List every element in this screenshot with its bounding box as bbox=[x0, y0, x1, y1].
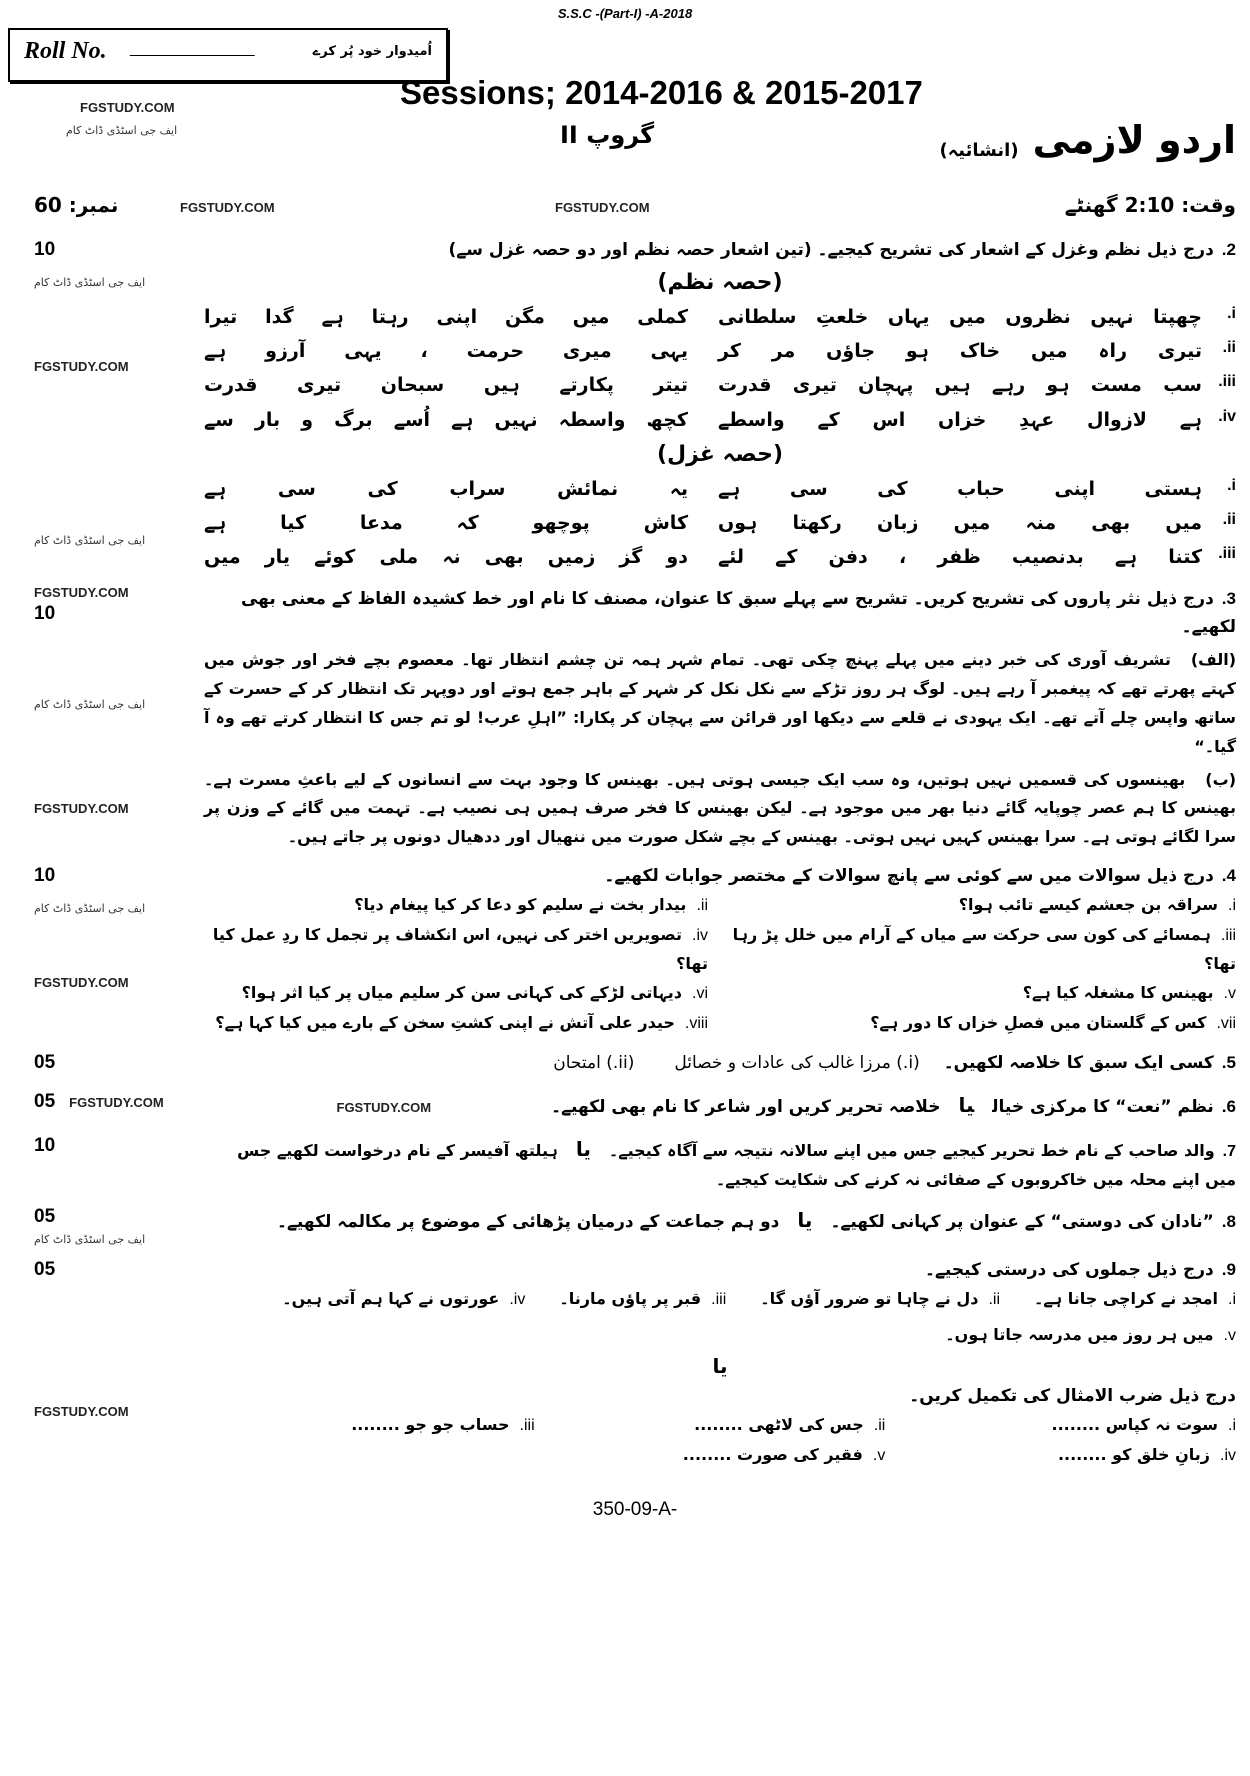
watermark: FGSTUDY.COM bbox=[34, 800, 129, 816]
q6-marks: 05 bbox=[34, 1090, 56, 1112]
subject-subtitle: (انشائیہ) bbox=[939, 140, 1019, 162]
passage-label: (ب) bbox=[1205, 769, 1236, 789]
question-5 bbox=[34, 1049, 1236, 1078]
question-item: ii.بیدار بخت نے سلیم کو دعا کر کیا پیغام دیا؟ bbox=[354, 894, 708, 914]
sentence-item: v.میں ہر روز میں مدرسہ جاتا ہوں۔ bbox=[945, 1324, 1236, 1344]
verse-number: i. bbox=[1227, 477, 1236, 495]
passage-label: (الف) bbox=[1190, 650, 1236, 670]
q6-text-alt: خلاصہ تحریر کریں اور شاعر کا نام بھی لکھیے۔ bbox=[551, 1096, 941, 1117]
or-label: یا bbox=[712, 1354, 728, 1379]
watermark-urdu: ایف جی اسٹڈی ڈاٹ کام bbox=[34, 697, 146, 711]
proverb-item: i.سوت نہ کپاس ........ bbox=[1051, 1415, 1236, 1435]
q9-marks: 05 bbox=[34, 1258, 56, 1280]
q2-marks: 10 bbox=[34, 239, 56, 260]
proverbs-heading: درج ذیل ضرب الامثال کی تکمیل کریں۔ bbox=[909, 1386, 1236, 1407]
verse-hemistich: کچھ واسطہ نہیں ہے اُسے برگ و بار سے bbox=[204, 408, 688, 431]
q3-prompt bbox=[204, 585, 1236, 643]
watermark-urdu: ایف جی اسٹڈی ڈاٹ کام bbox=[34, 534, 146, 547]
question-content bbox=[0, 236, 1250, 1541]
watermark: FGSTUDY.COM bbox=[336, 1099, 432, 1115]
q6-prompt bbox=[204, 1088, 1236, 1122]
watermark: FGSTUDY.COM bbox=[34, 1403, 129, 1419]
sentence-item: iii.قبر پر پاؤں مارنا۔ bbox=[559, 1288, 727, 1308]
q7-marks: 10 bbox=[34, 1134, 56, 1156]
roll-note: اُمیدوار خود پُر کرے bbox=[312, 44, 432, 59]
q5-prompt bbox=[204, 1049, 1236, 1078]
q8-prompt bbox=[204, 1203, 1236, 1237]
sentence-item: ii.دل نے چاہا تو ضرور آؤں گا۔ bbox=[760, 1288, 1001, 1308]
q3-number: 3. bbox=[1221, 588, 1236, 608]
q4-text: درج ذیل سوالات میں سے کوئی سے پانچ سوالات کے مختصر جوابات لکھیے۔ bbox=[604, 865, 1214, 886]
verse-hemistich: ہستی اپنی حباب کی سی ہے bbox=[718, 478, 1202, 501]
or-label: یا bbox=[958, 1092, 975, 1117]
footer-code: 350-09-A- bbox=[592, 1498, 678, 1520]
question-8 bbox=[34, 1203, 1236, 1246]
watermark: FGSTUDY.COM bbox=[34, 974, 129, 990]
watermark: FGSTUDY.COM bbox=[180, 200, 275, 215]
watermark: FGSTUDY.COM bbox=[555, 200, 650, 215]
sentence-item: iv.عورتوں نے کہا ہم آتی ہیں۔ bbox=[282, 1288, 526, 1308]
q3-marks: 10 bbox=[34, 602, 56, 624]
question-4 bbox=[34, 862, 1236, 1039]
q6-number: 6. bbox=[1221, 1096, 1236, 1116]
q7-text-alt: ہیلتھ آفیسر کے نام درخواست لکھیے جس میں اپنے محلہ میں خاکروبوں کے صفائی نہ کرنے کی شکایت کیجیے۔ bbox=[237, 1140, 1236, 1189]
verse-hemistich: میں بھی منہ میں زبان رکھتا ہوں bbox=[718, 512, 1202, 535]
watermark: FGSTUDY.COM bbox=[80, 100, 175, 115]
group-label: گروپ II bbox=[560, 121, 655, 149]
watermark: FGSTUDY.COM bbox=[34, 359, 129, 374]
q4-marks: 10 bbox=[34, 864, 56, 886]
passage-text: ہر روز تڑکے سے نکل نکل کر شہر کے باہر جمع ہوتے اور دوپہر تک انتظار کر کے حسرت کے ساتھ واپس چلے آتے تھے۔ ایک یہودی نے قلعے سے دیکھا اور قرائن سے پہچان کر پکارا: bbox=[204, 679, 1236, 727]
question-item: vi.دیہاتی لڑکے کی کہانی سن کر سلیم میاں پر کیا اثر ہوا؟ bbox=[241, 983, 708, 1003]
verse-number: ii. bbox=[1222, 339, 1236, 357]
q5-marks: 05 bbox=[34, 1051, 56, 1073]
proverb-item: v.فقیر کی صورت ........ bbox=[682, 1445, 886, 1465]
q4-prompt bbox=[204, 862, 1236, 891]
sentence-item: i.امجد نے کراچی جانا ہے۔ bbox=[1034, 1288, 1236, 1308]
q3-text: درج ذیل نثر پاروں کی تشریح کریں۔ تشریح سے پہلے سبق کا عنوان، مصنف کا نام اور خط کشیدہ الفاظ کے معنی بھی لکھیے۔ bbox=[240, 588, 1236, 638]
watermark: FGSTUDY.COM bbox=[69, 1094, 164, 1110]
question-7 bbox=[34, 1132, 1236, 1193]
ghazal-heading: (حصہ غزل) bbox=[657, 441, 783, 467]
roll-label: Roll No. bbox=[24, 38, 107, 64]
total-marks: نمبر: 60 bbox=[34, 193, 119, 217]
question-item: vii.کس کے گلستان میں فصلِ خزاں کا دور ہے؟ bbox=[870, 1013, 1236, 1033]
verse-row bbox=[204, 334, 1236, 368]
paper-header bbox=[0, 0, 1250, 236]
verse-row bbox=[204, 300, 1236, 334]
or-label: یا bbox=[797, 1207, 813, 1232]
q8-text: ”نادان کی دوستی“ کے عنوان پر کہانی لکھیے۔ bbox=[830, 1211, 1214, 1232]
short-question-list bbox=[204, 891, 1236, 1039]
passage-text: تشریف آوری کی خبر دینے میں پہلے پہنچ چکی تھی۔ تمام شہر ہمہ تن چشم انتظار تھا۔ معصوم بچے فخر اور جوش میں کہتے پھرتے تھے کہ پیغمبر آ رہے ہیں۔ لوگ bbox=[204, 650, 1236, 699]
verse-hemistich: یہی میری حرمت ، یہی آرزو ہے bbox=[204, 340, 688, 363]
q6-text: نظم ”نعت“ کا مرکزی خیال bbox=[992, 1096, 1214, 1117]
q7-text: والد صاحب کے نام خط تحریر کیجیے جس میں اپنے سالانہ نتیجہ سے آگاہ کیجیے۔ bbox=[608, 1140, 1215, 1160]
question-2 bbox=[34, 236, 1236, 575]
question-item: i.سراقہ بن جعشم کیسے تائب ہوا؟ bbox=[958, 894, 1236, 914]
subject-block bbox=[939, 118, 1236, 164]
sessions-title: Sessions; 2014-2016 & 2015-2017 bbox=[400, 74, 923, 111]
watermark: FGSTUDY.COM bbox=[34, 584, 129, 600]
question-item: iii.ہمسائے کی کون سی حرکت سے میاں کے آرام میں خلل پڑ رہا تھا؟ bbox=[732, 924, 1236, 974]
paper-code: S.S.C -(Part-I) -A-2018 bbox=[557, 6, 693, 21]
q5-option: (i.) مرزا غالب کی عادات و خصائل bbox=[674, 1052, 920, 1073]
roll-blank: ______________ bbox=[130, 40, 255, 57]
q5-option: (ii.) امتحان bbox=[553, 1052, 635, 1073]
watermark-urdu: ایف جی اسٹڈی ڈاٹ کام bbox=[34, 901, 146, 915]
verse-hemistich: یہ نمائش سراب کی سی ہے bbox=[204, 478, 688, 501]
passage-bay bbox=[204, 766, 1236, 852]
question-3 bbox=[34, 585, 1236, 852]
verse-hemistich: سب مست ہو رہے ہیں پہچان تیری قدرت bbox=[718, 374, 1202, 397]
proverb-item: iv.زبانِ خلق کو ........ bbox=[1057, 1445, 1236, 1465]
passage-text: دنیا بھر میں موجود ہے۔ لیکن بھینس کا فخر صرف ہمیں ہی نصیب ہے۔ تہمت میں گائے کے وزن پر سرا لگائے ہوتی ہے۔ سرا بھینس کہیں نہیں ہوتی۔ بھینس کے بچے شکل bbox=[204, 798, 1236, 847]
time-allowed: وقت: 2:10 گھنٹے bbox=[1064, 193, 1236, 217]
nazm-heading: (حصہ نظم) bbox=[657, 269, 783, 295]
watermark-urdu: ایف جی اسٹڈی ڈاٹ کام bbox=[66, 124, 178, 137]
passage-text: بھینسوں کی قسمیں نہیں ہوتیں، وہ سب ایک جیسی ہوتی ہیں۔ بھینس کا وجود بہت سے انسانوں کے لیے باعثِ مسرت ہے۔ بھینس کا ہم عصر چوپایہ گائے bbox=[204, 769, 1237, 818]
or-label: یا bbox=[575, 1136, 591, 1161]
q8-number: 8. bbox=[1221, 1211, 1236, 1231]
q8-marks: 05 bbox=[34, 1205, 56, 1227]
verse-row bbox=[204, 403, 1236, 437]
proverb-list bbox=[204, 1411, 1236, 1471]
verse-hemistich: کملی میں مگن اپنی رہتا ہے گدا تیرا bbox=[204, 306, 688, 329]
verse-number: ii. bbox=[1222, 511, 1236, 529]
passage-text: صورت میں ننھیال اور ددھیال دونوں پر جاتے ہیں۔ bbox=[287, 827, 679, 847]
verse-hemistich: کاش پوچھو کہ مدعا کیا ہے bbox=[204, 512, 688, 535]
verse-row bbox=[204, 472, 1236, 506]
q7-number: 7. bbox=[1222, 1142, 1236, 1160]
verse-hemistich: دو گز زمیں بھی نہ ملی کوئے یار میں bbox=[204, 546, 688, 569]
proverb-item: iii.حساب جو جو ........ bbox=[351, 1415, 535, 1435]
q5-number: 5. bbox=[1221, 1052, 1236, 1072]
passage-alif bbox=[204, 646, 1236, 761]
q9-prompt bbox=[204, 1256, 1236, 1285]
verse-row bbox=[204, 540, 1236, 574]
verse-number: i. bbox=[1227, 305, 1236, 323]
q2-prompt bbox=[204, 236, 1236, 265]
q2-text: درج ذیل نظم وغزل کے اشعار کی تشریح کیجیے۔ (تین اشعار حصہ نظم اور دو حصہ غزل سے) bbox=[448, 240, 1214, 260]
verse-number: iii. bbox=[1218, 545, 1236, 563]
question-6 bbox=[34, 1088, 1236, 1122]
q9-number: 9. bbox=[1221, 1259, 1236, 1279]
verse-hemistich: تیتر پکارتے ہیں سبحان تیری قدرت bbox=[204, 374, 688, 397]
verse-hemistich: کتنا ہے بدنصیب ظفر ، دفن کے لئے bbox=[718, 546, 1202, 569]
verse-hemistich: تیری راہ میں خاک ہو جاؤں مر کر bbox=[718, 340, 1202, 363]
q4-number: 4. bbox=[1221, 865, 1236, 885]
q8-text-alt: دو ہم جماعت کے درمیان پڑھائی کے موضوع پر مکالمہ لکھیے۔ bbox=[276, 1211, 780, 1232]
question-9 bbox=[34, 1256, 1236, 1471]
verse-hemistich: ہے لازوال عہدِ خزاں اس کے واسطے bbox=[718, 408, 1202, 431]
subject-title: اردو لازمی bbox=[1032, 118, 1236, 162]
verse-number: iii. bbox=[1218, 373, 1236, 391]
watermark-urdu: ایف جی اسٹڈی ڈاٹ کام bbox=[34, 276, 146, 289]
question-item: v.بھینس کا مشغلہ کیا ہے؟ bbox=[1022, 983, 1236, 1003]
proverb-item: ii.جس کی لاٹھی ........ bbox=[694, 1415, 886, 1435]
q7-prompt bbox=[204, 1132, 1236, 1193]
passage-text: ”اہلِ عرب! لو تم جس کا انتظار کرتے تھے وہ آ گیا۔“ bbox=[204, 707, 1236, 756]
verse-row bbox=[204, 506, 1236, 540]
verse-row bbox=[204, 368, 1236, 402]
verse-hemistich: چھپتا نہیں نظروں میں یہاں خلعتِ سلطانی bbox=[718, 306, 1202, 329]
verse-number: iv. bbox=[1218, 407, 1236, 425]
watermark-urdu: ایف جی اسٹڈی ڈاٹ کام bbox=[34, 1232, 146, 1246]
roll-number-box[interactable] bbox=[8, 28, 448, 82]
q5-text: کسی ایک سبق کا خلاصہ لکھیں۔ bbox=[943, 1052, 1214, 1073]
q9-text: درج ذیل جملوں کی درستی کیجیے۔ bbox=[925, 1259, 1214, 1280]
q2-number: 2. bbox=[1221, 240, 1236, 259]
sentence-list bbox=[204, 1285, 1236, 1351]
question-item: iv.تصویریں اختر کی نہیں، اس انکشاف پر تجمل کا ردِ عمل کیا تھا؟ bbox=[212, 924, 708, 974]
question-item: viii.حیدر علی آتش نے اپنی کشتِ سخن کے بارے میں کیا کہا ہے؟ bbox=[215, 1013, 708, 1033]
